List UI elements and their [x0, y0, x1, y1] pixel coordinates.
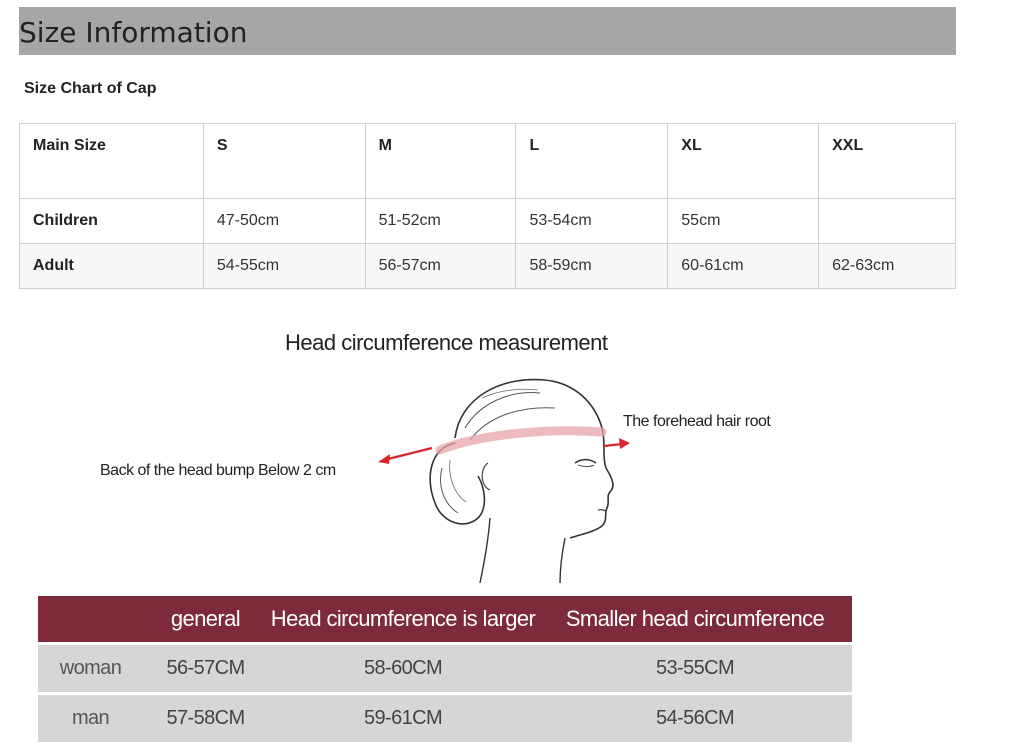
band-header-row — [38, 596, 852, 642]
section-title: Size Information — [19, 16, 248, 49]
table-cell: 53-55CM — [538, 645, 852, 692]
size-chart-header-row — [20, 124, 956, 199]
figure-title: Head circumference measurement — [285, 330, 608, 355]
table-row-woman — [38, 645, 852, 692]
forehead-label: The forehead hair root — [623, 413, 771, 430]
table-row-children — [20, 199, 956, 244]
table-cell: 56-57CM — [143, 645, 268, 692]
band-header-smaller: Smaller head circumference — [538, 596, 852, 642]
row-label: woman — [38, 645, 143, 692]
head-illustration — [370, 368, 640, 588]
head-circumference-table — [38, 596, 852, 742]
col-header-main-size: Main Size — [20, 124, 204, 199]
table-cell: 54-55cm — [203, 244, 365, 289]
band-header-larger: Head circumference is larger — [268, 596, 538, 642]
band-header-empty — [38, 596, 143, 642]
table-cell: 58-59cm — [516, 244, 668, 289]
col-header-m: M — [365, 124, 516, 199]
row-label: Children — [20, 199, 204, 244]
table-row-adult — [20, 244, 956, 289]
table-cell: 59-61CM — [268, 695, 538, 742]
table-cell: 54-56CM — [538, 695, 852, 742]
table-cell: 58-60CM — [268, 645, 538, 692]
table-cell: 51-52cm — [365, 199, 516, 244]
col-header-s: S — [203, 124, 365, 199]
back-of-head-label: Back of the head bump Below 2 cm — [100, 462, 336, 479]
table-cell: 60-61cm — [668, 244, 819, 289]
table-cell: 55cm — [668, 199, 819, 244]
table-cell — [819, 199, 956, 244]
section-header — [19, 7, 956, 55]
band-header-general: general — [143, 596, 268, 642]
col-header-l: L — [516, 124, 668, 199]
col-header-xxl: XXL — [819, 124, 956, 199]
table-row-man — [38, 695, 852, 742]
table-cell: 56-57cm — [365, 244, 516, 289]
size-chart-table — [19, 123, 956, 289]
col-header-xl: XL — [668, 124, 819, 199]
table-cell: 57-58CM — [143, 695, 268, 742]
row-label: man — [38, 695, 143, 742]
table-cell: 53-54cm — [516, 199, 668, 244]
table-cell: 62-63cm — [819, 244, 956, 289]
size-chart-title: Size Chart of Cap — [24, 80, 157, 97]
row-label: Adult — [20, 244, 204, 289]
table-cell: 47-50cm — [203, 199, 365, 244]
